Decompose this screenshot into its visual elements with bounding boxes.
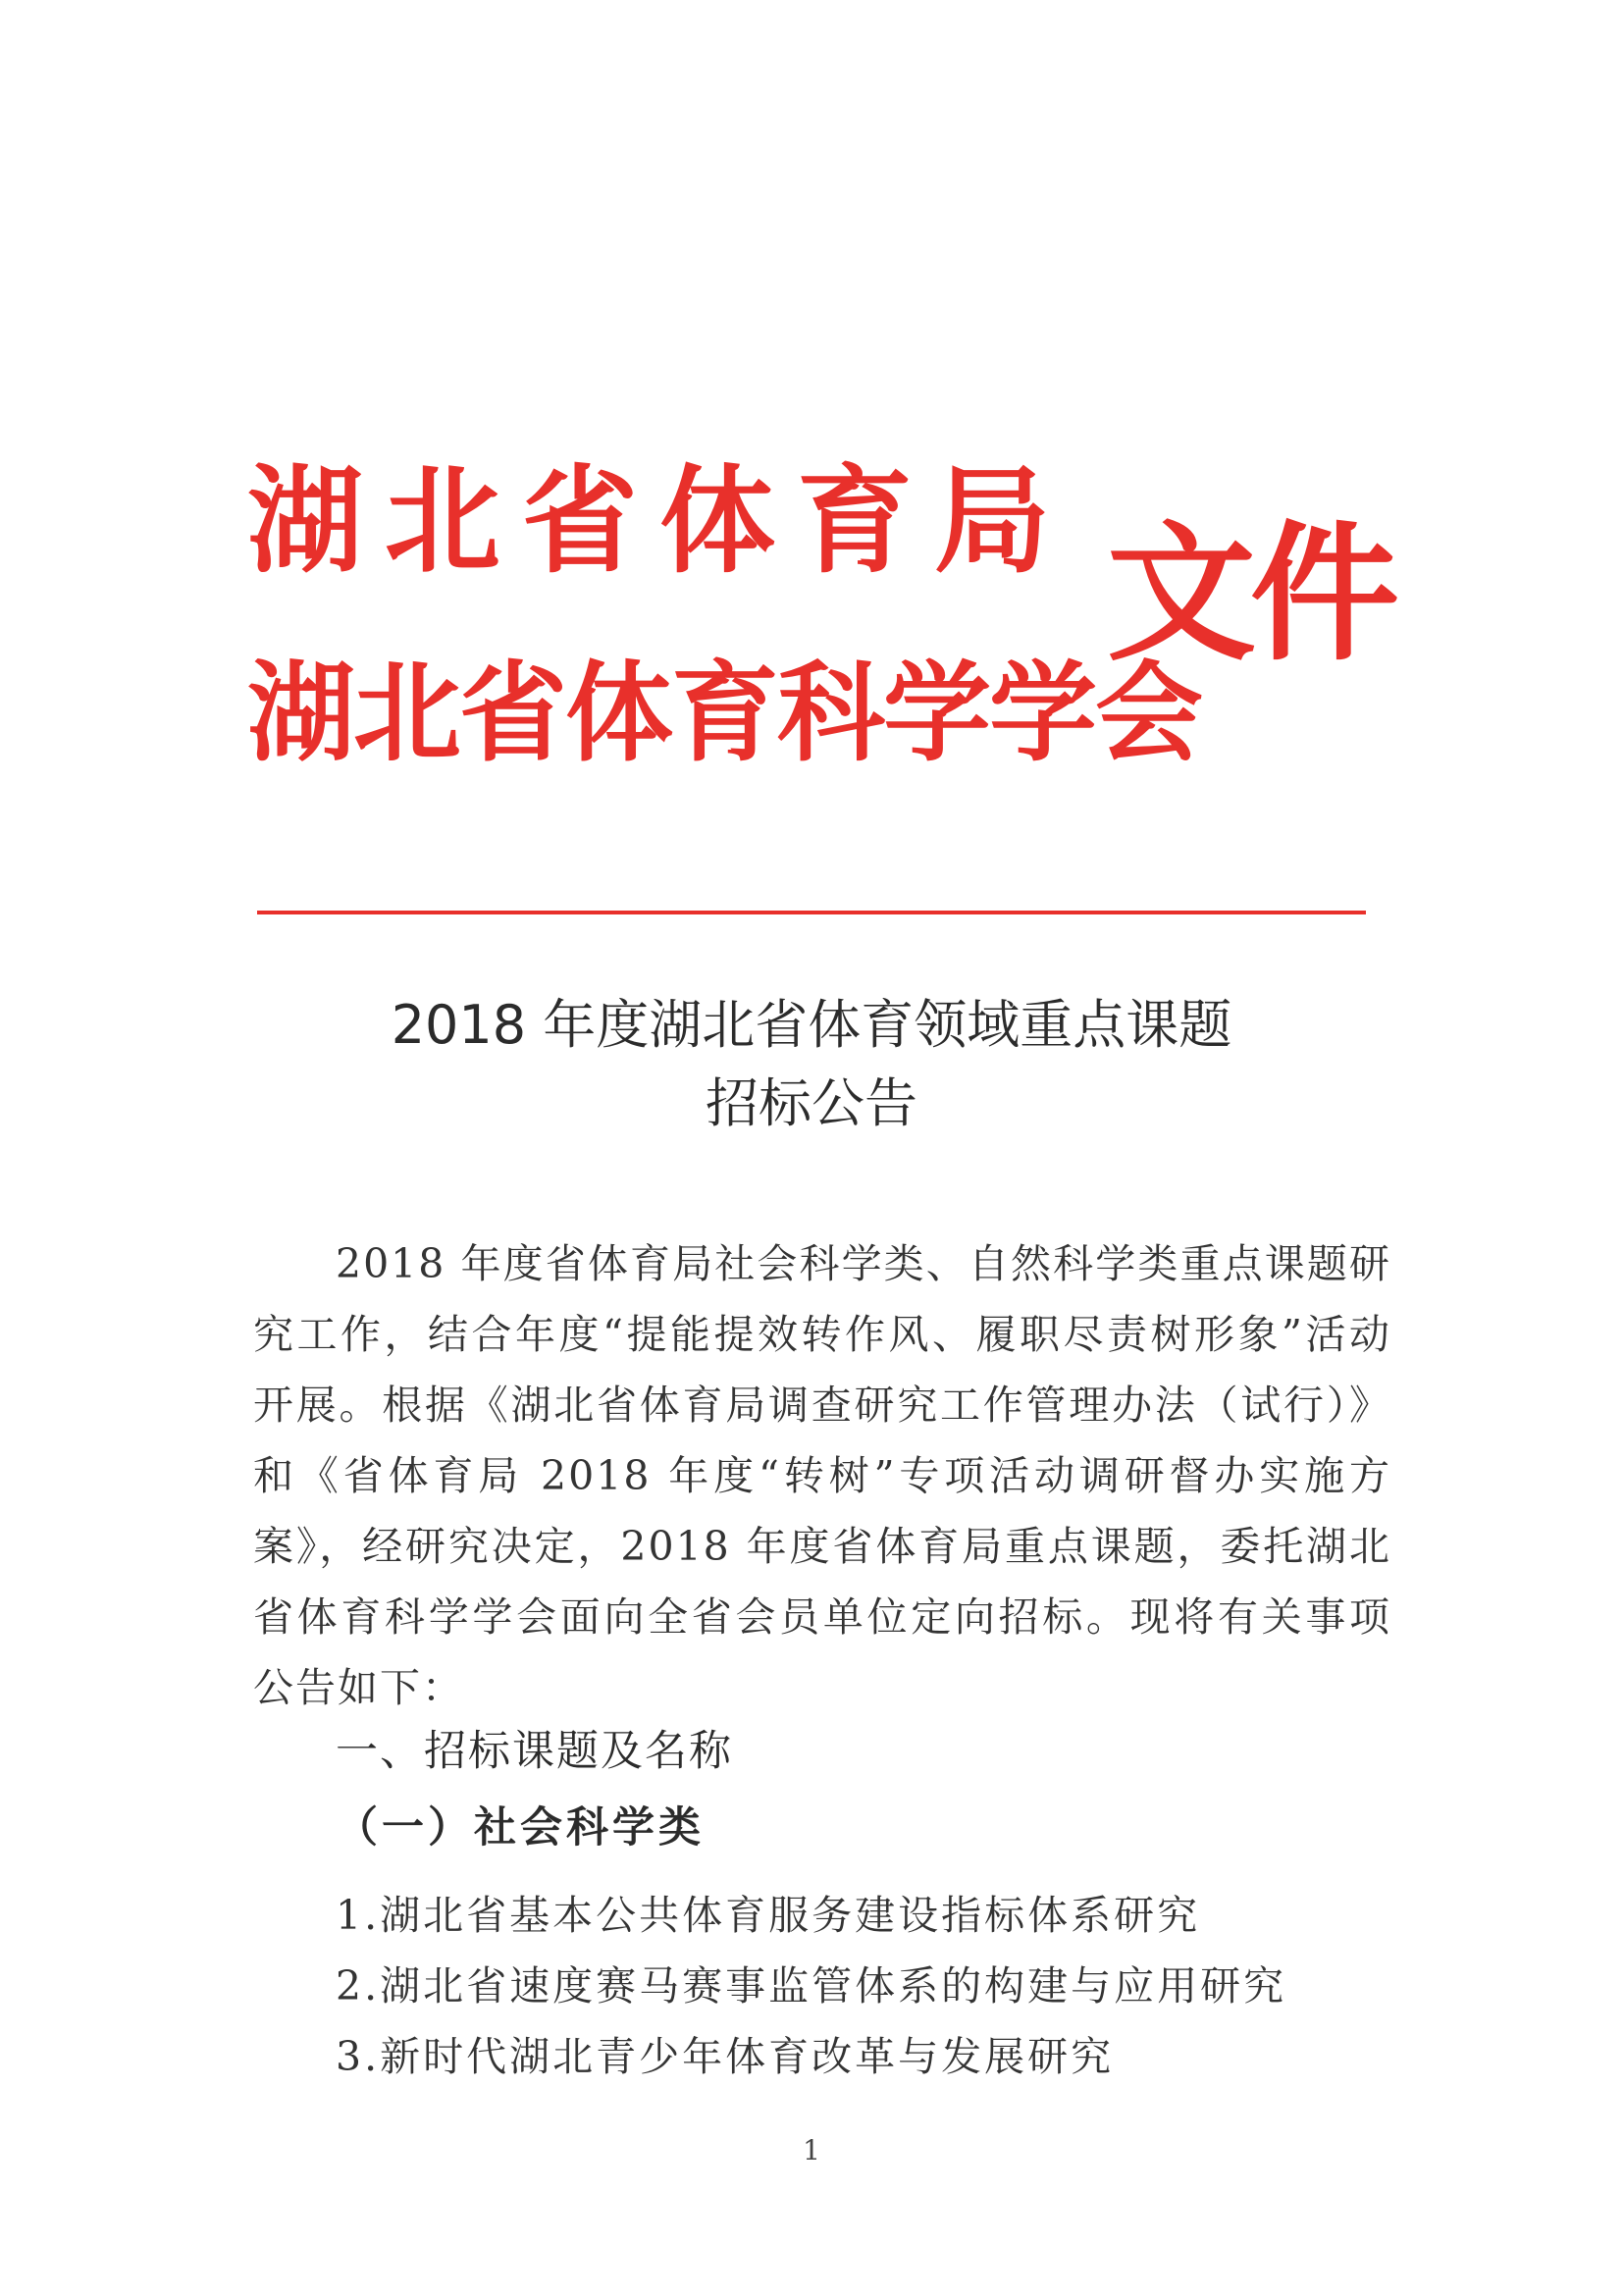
- page-number: 1: [803, 2134, 820, 2166]
- topic-item: 1.湖北省基本公共体育服务建设指标体系研究: [336, 1892, 1201, 1939]
- body-paragraph: 2018 年度省体育局社会科学类、自然科学类重点课题研究工作，结合年度“提能提效转作风、履职尽责树形象”活动开展。根据《湖北省体育局调查研究工作管理办法（试行）》和《省体育局 2018 年度“转树”专项活动调研督办实施方案》，经研究决定，2018 年度省体育局重点课题，委托湖北省体育科学学会面向全省会员单位定向招标。现将有关事项公告如下：: [253, 1240, 1391, 1711]
- document-title-line2: 招标公告: [706, 1072, 917, 1134]
- header-red-rule: [257, 911, 1366, 914]
- section-heading: 一、招标课题及名称: [336, 1727, 733, 1776]
- header-org-line2: 湖北省体育科学学会: [247, 651, 1201, 776]
- document-title-line1: 2018 年度湖北省体育领域重点课题: [391, 994, 1232, 1056]
- header-org-line1: 湖北省体育局: [247, 453, 1073, 589]
- topic-item: 3.新时代湖北青少年体育改革与发展研究: [336, 2033, 1115, 2080]
- header-doc-type: 文件: [1107, 507, 1393, 681]
- topic-list: [336, 1880, 1286, 2092]
- topic-item: 2.湖北省速度赛马赛事监管体系的构建与应用研究: [336, 1962, 1287, 2009]
- subsection-heading: （一）社会科学类: [336, 1803, 705, 1852]
